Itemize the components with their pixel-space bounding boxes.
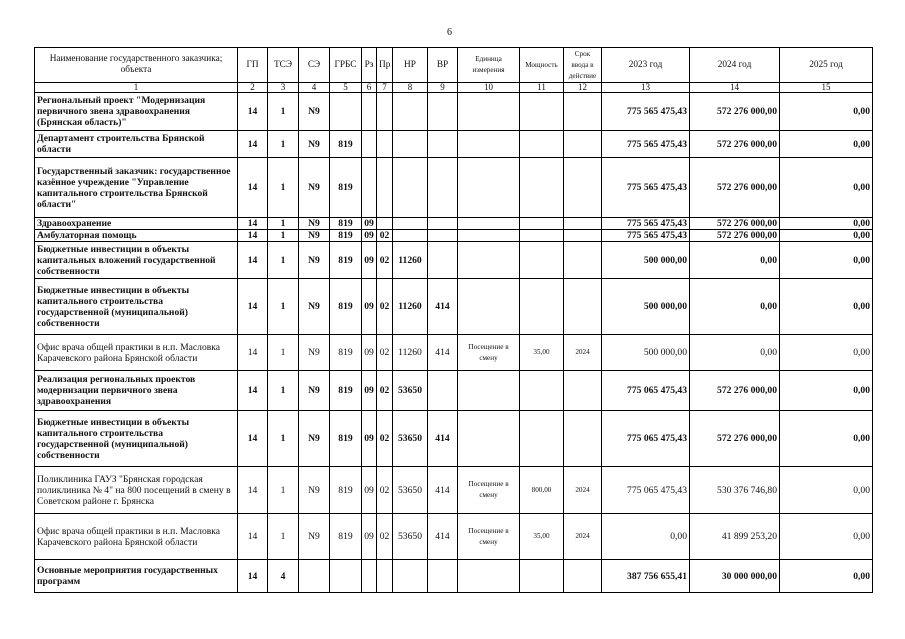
se-cell: N9: [299, 335, 330, 371]
amount-2023-cell: 775 565 475,43: [602, 93, 690, 131]
name-cell: Реализация региональных проектов модернизации первичного звена здравоохранения: [35, 371, 238, 411]
se-cell: N9: [299, 467, 330, 514]
column-number: 15: [780, 83, 873, 93]
budget-table: [34, 47, 873, 593]
grbs-cell: 819: [330, 467, 362, 514]
pr-cell: [377, 131, 393, 158]
capacity-cell: [520, 279, 564, 335]
nr-cell: [393, 218, 428, 230]
header-2025: 2025 год: [780, 48, 873, 83]
tse-cell: 1: [268, 218, 299, 230]
deadline-cell: [564, 279, 602, 335]
se-cell: [299, 560, 330, 593]
header-gp: ГП: [238, 48, 268, 83]
unit-cell: Посещение в смену: [458, 467, 520, 514]
amount-2025-cell: 0,00: [780, 560, 873, 593]
capacity-cell: [520, 131, 564, 158]
se-cell: N9: [299, 158, 330, 218]
grbs-cell: 819: [330, 335, 362, 371]
amount-2023-cell: 0,00: [602, 514, 690, 560]
amount-2025-cell: 0,00: [780, 242, 873, 279]
vr-cell: [428, 93, 458, 131]
amount-2023-cell: 500 000,00: [602, 279, 690, 335]
deadline-cell: [564, 218, 602, 230]
unit-cell: [458, 93, 520, 131]
grbs-cell: [330, 560, 362, 593]
capacity-cell: [520, 371, 564, 411]
gp-cell: 14: [238, 242, 268, 279]
table-row: [35, 411, 873, 467]
tse-cell: 1: [268, 158, 299, 218]
vr-cell: 414: [428, 279, 458, 335]
rz-cell: 09: [362, 411, 377, 467]
amount-2025-cell: 0,00: [780, 411, 873, 467]
rz-cell: [362, 131, 377, 158]
column-number: 13: [602, 83, 690, 93]
amount-2024-cell: 572 276 000,00: [690, 371, 780, 411]
rz-cell: 09: [362, 467, 377, 514]
rz-cell: 09: [362, 242, 377, 279]
amount-2023-cell: 775 065 475,43: [602, 411, 690, 467]
grbs-cell: 819: [330, 230, 362, 242]
tse-cell: 1: [268, 467, 299, 514]
table-row: [35, 371, 873, 411]
table-row: [35, 335, 873, 371]
amount-2023-cell: 500 000,00: [602, 335, 690, 371]
gp-cell: 14: [238, 93, 268, 131]
amount-2025-cell: 0,00: [780, 158, 873, 218]
rz-cell: 09: [362, 230, 377, 242]
tse-cell: 4: [268, 560, 299, 593]
gp-cell: 14: [238, 158, 268, 218]
amount-2024-cell: 530 376 746,80: [690, 467, 780, 514]
column-number: 10: [458, 83, 520, 93]
rz-cell: [362, 93, 377, 131]
amount-2023-cell: 775 565 475,43: [602, 131, 690, 158]
amount-2025-cell: 0,00: [780, 514, 873, 560]
page-number: 6: [447, 27, 452, 38]
name-cell: Департамент строительства Брянской области: [35, 131, 238, 158]
header-2024: 2024 год: [690, 48, 780, 83]
nr-cell: [393, 158, 428, 218]
se-cell: N9: [299, 218, 330, 230]
capacity-cell: [520, 560, 564, 593]
vr-cell: 414: [428, 335, 458, 371]
nr-cell: 11260: [393, 279, 428, 335]
amount-2025-cell: 0,00: [780, 131, 873, 158]
vr-cell: [428, 242, 458, 279]
vr-cell: [428, 131, 458, 158]
rz-cell: 09: [362, 514, 377, 560]
nr-cell: 53650: [393, 371, 428, 411]
nr-cell: 11260: [393, 242, 428, 279]
pr-cell: [377, 218, 393, 230]
header-rz: Рз: [362, 48, 377, 83]
column-number: 1: [35, 83, 238, 93]
name-cell: Региональный проект "Модернизация первичного звена здравоохранения (Брянская область)": [35, 93, 238, 131]
name-cell: Амбулаторная помощь: [35, 230, 238, 242]
amount-2024-cell: 0,00: [690, 279, 780, 335]
name-cell: Бюджетные инвестиции в объекты капитального строительства государственной (муниципальной) собственности: [35, 411, 238, 467]
grbs-cell: 819: [330, 371, 362, 411]
pr-cell: [377, 560, 393, 593]
rz-cell: [362, 158, 377, 218]
se-cell: N9: [299, 411, 330, 467]
tse-cell: 1: [268, 93, 299, 131]
vr-cell: 414: [428, 411, 458, 467]
rz-cell: 09: [362, 335, 377, 371]
gp-cell: 14: [238, 467, 268, 514]
vr-cell: [428, 218, 458, 230]
amount-2025-cell: 0,00: [780, 230, 873, 242]
header-se: СЭ: [299, 48, 330, 83]
amount-2025-cell: 0,00: [780, 218, 873, 230]
name-cell: Бюджетные инвестиции в объекты капитальных вложений государственной собственности: [35, 242, 238, 279]
tse-cell: 1: [268, 371, 299, 411]
vr-cell: 414: [428, 514, 458, 560]
nr-cell: 53650: [393, 514, 428, 560]
deadline-cell: [564, 242, 602, 279]
capacity-cell: [520, 93, 564, 131]
rz-cell: [362, 560, 377, 593]
deadline-cell: [564, 371, 602, 411]
capacity-cell: 35,00: [520, 514, 564, 560]
deadline-cell: [564, 230, 602, 242]
tse-cell: 1: [268, 230, 299, 242]
gp-cell: 14: [238, 335, 268, 371]
nr-cell: 53650: [393, 467, 428, 514]
gp-cell: 14: [238, 411, 268, 467]
vr-cell: 414: [428, 467, 458, 514]
unit-cell: [458, 242, 520, 279]
gp-cell: 14: [238, 560, 268, 593]
column-number: 3: [268, 83, 299, 93]
amount-2025-cell: 0,00: [780, 279, 873, 335]
grbs-cell: 819: [330, 242, 362, 279]
rz-cell: 09: [362, 279, 377, 335]
table-row: [35, 230, 873, 242]
deadline-cell: [564, 158, 602, 218]
amount-2024-cell: 0,00: [690, 335, 780, 371]
amount-2023-cell: 775 565 475,43: [602, 218, 690, 230]
amount-2024-cell: 572 276 000,00: [690, 131, 780, 158]
deadline-cell: [564, 560, 602, 593]
column-number: 9: [428, 83, 458, 93]
pr-cell: 02: [377, 335, 393, 371]
amount-2023-cell: 500 000,00: [602, 242, 690, 279]
column-number: 11: [520, 83, 564, 93]
unit-cell: [458, 371, 520, 411]
se-cell: N9: [299, 242, 330, 279]
name-cell: Бюджетные инвестиции в объекты капитального строительства государственной (муниципальной) собственности: [35, 279, 238, 335]
name-cell: Поликлиника ГАУЗ "Брянская городская поликлиника № 4" на 800 посещений в смену в Советском районе г. Брянска: [35, 467, 238, 514]
pr-cell: 02: [377, 230, 393, 242]
deadline-cell: [564, 131, 602, 158]
rz-cell: 09: [362, 218, 377, 230]
pr-cell: [377, 93, 393, 131]
nr-cell: 53650: [393, 411, 428, 467]
pr-cell: [377, 158, 393, 218]
amount-2024-cell: 572 276 000,00: [690, 218, 780, 230]
column-number: 6: [362, 83, 377, 93]
header-tse: ТСЭ: [268, 48, 299, 83]
table-row: [35, 158, 873, 218]
tse-cell: 1: [268, 411, 299, 467]
header-2023: 2023 год: [602, 48, 690, 83]
capacity-cell: [520, 242, 564, 279]
se-cell: N9: [299, 93, 330, 131]
amount-2024-cell: 41 899 253,20: [690, 514, 780, 560]
vr-cell: [428, 371, 458, 411]
nr-cell: [393, 560, 428, 593]
header-pr: Пр: [377, 48, 393, 83]
unit-cell: [458, 560, 520, 593]
unit-cell: [458, 279, 520, 335]
tse-cell: 1: [268, 131, 299, 158]
tse-cell: 1: [268, 514, 299, 560]
unit-cell: [458, 218, 520, 230]
header-unit: Единица измерения: [458, 48, 520, 83]
deadline-cell: 2024: [564, 335, 602, 371]
gp-cell: 14: [238, 218, 268, 230]
gp-cell: 14: [238, 371, 268, 411]
table-row: [35, 467, 873, 514]
se-cell: N9: [299, 371, 330, 411]
unit-cell: Посещение в смену: [458, 335, 520, 371]
table-row: [35, 93, 873, 131]
header-capacity: Мощность: [520, 48, 564, 83]
amount-2024-cell: 572 276 000,00: [690, 230, 780, 242]
tse-cell: 1: [268, 242, 299, 279]
unit-cell: [458, 131, 520, 158]
tse-cell: 1: [268, 279, 299, 335]
unit-cell: [458, 411, 520, 467]
amount-2024-cell: 572 276 000,00: [690, 411, 780, 467]
column-number: 4: [299, 83, 330, 93]
column-number: 2: [238, 83, 268, 93]
capacity-cell: [520, 411, 564, 467]
grbs-cell: 819: [330, 158, 362, 218]
se-cell: N9: [299, 131, 330, 158]
name-cell: Основные мероприятия государственных программ: [35, 560, 238, 593]
capacity-cell: 800,00: [520, 467, 564, 514]
table-row: [35, 279, 873, 335]
gp-cell: 14: [238, 230, 268, 242]
gp-cell: 14: [238, 514, 268, 560]
pr-cell: 02: [377, 279, 393, 335]
pr-cell: 02: [377, 371, 393, 411]
nr-cell: [393, 131, 428, 158]
table-row: [35, 218, 873, 230]
amount-2024-cell: 0,00: [690, 242, 780, 279]
column-number: 12: [564, 83, 602, 93]
deadline-cell: 2024: [564, 467, 602, 514]
capacity-cell: [520, 230, 564, 242]
grbs-cell: 819: [330, 218, 362, 230]
table-body: [35, 93, 873, 593]
column-number: 8: [393, 83, 428, 93]
header-grbs: ГРБС: [330, 48, 362, 83]
amount-2023-cell: 387 756 655,41: [602, 560, 690, 593]
pr-cell: 02: [377, 514, 393, 560]
column-number: 14: [690, 83, 780, 93]
column-number: 5: [330, 83, 362, 93]
amount-2024-cell: 30 000 000,00: [690, 560, 780, 593]
vr-cell: [428, 158, 458, 218]
amount-2023-cell: 775 565 475,43: [602, 158, 690, 218]
name-cell: Здравоохранение: [35, 218, 238, 230]
tse-cell: 1: [268, 335, 299, 371]
table-row: [35, 242, 873, 279]
amount-2023-cell: 775 565 475,43: [602, 230, 690, 242]
amount-2025-cell: 0,00: [780, 467, 873, 514]
amount-2024-cell: 572 276 000,00: [690, 158, 780, 218]
amount-2023-cell: 775 065 475,43: [602, 467, 690, 514]
header-name: Наименование государственного заказчика; объекта: [35, 48, 238, 83]
header-vr: ВР: [428, 48, 458, 83]
nr-cell: [393, 93, 428, 131]
unit-cell: [458, 158, 520, 218]
unit-cell: [458, 230, 520, 242]
amount-2025-cell: 0,00: [780, 371, 873, 411]
capacity-cell: [520, 158, 564, 218]
nr-cell: 11260: [393, 335, 428, 371]
vr-cell: [428, 560, 458, 593]
deadline-cell: [564, 93, 602, 131]
unit-cell: Посещение в смену: [458, 514, 520, 560]
column-number: 7: [377, 83, 393, 93]
grbs-cell: 819: [330, 279, 362, 335]
pr-cell: 02: [377, 242, 393, 279]
name-cell: Офис врача общей практики в н.п. Масловка Карачевского района Брянской области: [35, 514, 238, 560]
grbs-cell: [330, 93, 362, 131]
nr-cell: [393, 230, 428, 242]
gp-cell: 14: [238, 279, 268, 335]
table-row: [35, 560, 873, 593]
grbs-cell: 819: [330, 514, 362, 560]
pr-cell: 02: [377, 467, 393, 514]
table-row: [35, 131, 873, 158]
header-nr: НР: [393, 48, 428, 83]
capacity-cell: [520, 218, 564, 230]
pr-cell: 02: [377, 411, 393, 467]
se-cell: N9: [299, 279, 330, 335]
vr-cell: [428, 230, 458, 242]
column-number-row: [35, 83, 873, 93]
amount-2024-cell: 572 276 000,00: [690, 93, 780, 131]
amount-2023-cell: 775 065 475,43: [602, 371, 690, 411]
deadline-cell: 2024: [564, 514, 602, 560]
se-cell: N9: [299, 230, 330, 242]
header-deadline: Срок ввода в действие: [564, 48, 602, 83]
header-row: [35, 48, 873, 83]
deadline-cell: [564, 411, 602, 467]
gp-cell: 14: [238, 131, 268, 158]
table-row: [35, 514, 873, 560]
grbs-cell: 819: [330, 131, 362, 158]
capacity-cell: 35,00: [520, 335, 564, 371]
amount-2025-cell: 0,00: [780, 93, 873, 131]
name-cell: Государственный заказчик: государственное казённое учреждение "Управление капитального строительства Брянской области": [35, 158, 238, 218]
se-cell: N9: [299, 514, 330, 560]
amount-2025-cell: 0,00: [780, 335, 873, 371]
rz-cell: 09: [362, 371, 377, 411]
grbs-cell: 819: [330, 411, 362, 467]
name-cell: Офис врача общей практики в н.п. Масловка Карачевского района Брянской области: [35, 335, 238, 371]
